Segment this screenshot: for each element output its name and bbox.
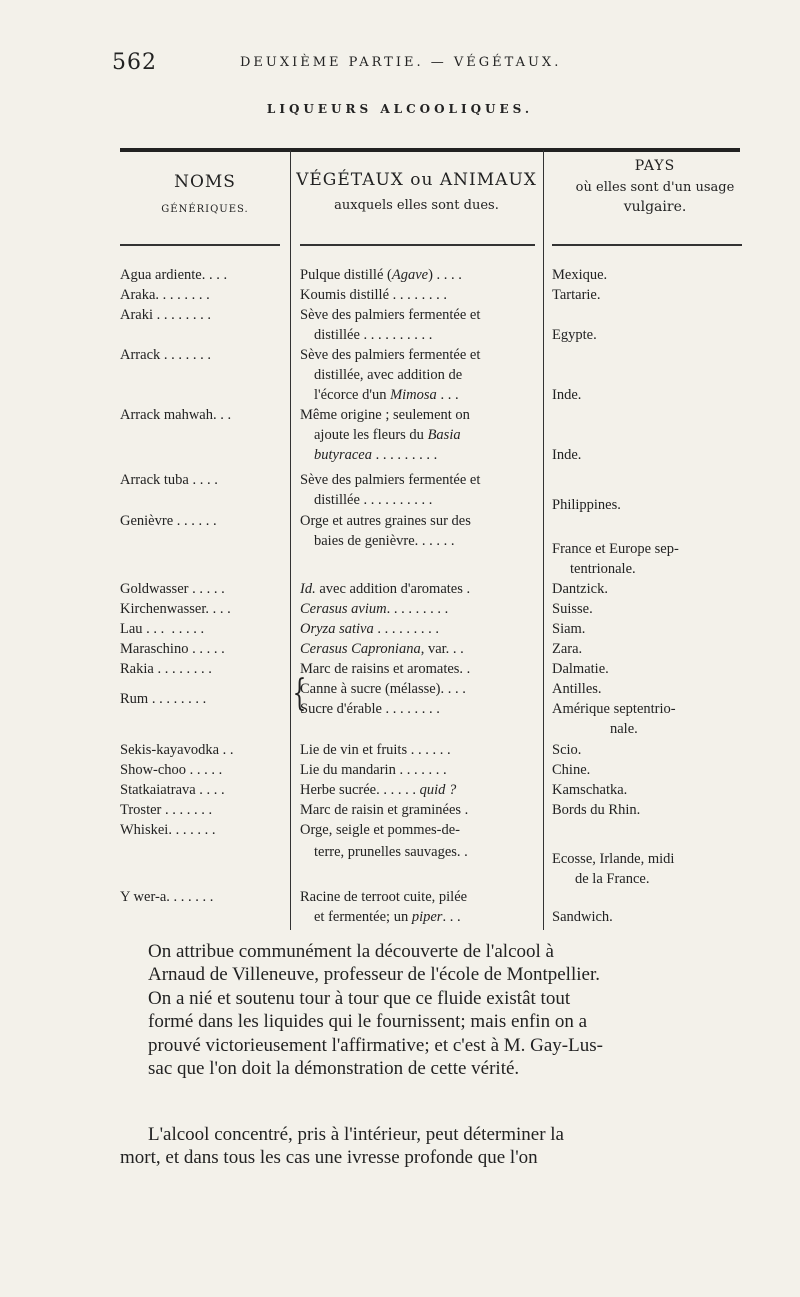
- row-country-cont: Amérique septentrio-: [552, 701, 676, 717]
- paragraph-line: formé dans les liquides qui le fournissent; mais enfin on a: [148, 1011, 588, 1033]
- table-top-rule: [120, 148, 740, 152]
- paragraph-line: L'alcool concentré, pris à l'intérieur, peut déterminer la: [148, 1124, 564, 1145]
- row-name: Genièvre . . . . . .: [120, 513, 217, 529]
- row-source-cont: ajoute les fleurs du Basia: [314, 427, 461, 443]
- row-country: Chine.: [552, 762, 591, 778]
- row-source: Sève des palmiers fermentée et: [300, 472, 481, 488]
- row-country: Siam.: [552, 621, 586, 637]
- row-source-cont: distillée . . . . . . . . . .: [314, 327, 433, 343]
- column-divider-1: [290, 150, 291, 930]
- row-name: Statkaiatrava . . . .: [120, 782, 225, 798]
- row-source: Même origine ; seulement on: [300, 407, 470, 423]
- col-header-pays: [545, 158, 765, 215]
- col-header-pays-line3: vulgaire.: [623, 199, 687, 215]
- row-country: Sandwich.: [552, 909, 613, 925]
- col-header-vegetaux-sub: auxquels elles sont dues.: [334, 198, 499, 213]
- row-source: Racine de terroot cuite, pilée: [300, 889, 468, 905]
- latin-term: Cerasus avium: [300, 601, 387, 617]
- col-header-vegetaux: [290, 170, 543, 213]
- paragraph-line: Arnaud de Villeneuve, professeur de l'école de Montpellier.: [148, 964, 600, 986]
- row-source: Canne à sucre (mélasse). . . .: [300, 681, 466, 697]
- latin-term: quid ?: [419, 782, 457, 798]
- row-source-cont: et fermentée; un piper. . .: [314, 909, 461, 925]
- latin-term: Agave: [391, 267, 429, 283]
- paragraph-line: sac que l'on doit la démonstration de cette vérité.: [148, 1058, 520, 1080]
- running-head: DEUXIÈME PARTIE. — VÉGÉTAUX.: [240, 55, 562, 70]
- page-number: 562: [112, 50, 157, 75]
- row-name: Arrack tuba . . . .: [120, 472, 218, 488]
- row-source: Marc de raisin et graminées .: [300, 802, 469, 818]
- page-title: LIQUEURS ALCOOLIQUES.: [266, 102, 534, 116]
- row-source-cont: baies de genièvre. . . . . .: [314, 533, 455, 549]
- row-country: Inde.: [552, 447, 582, 463]
- row-country: France et Europe sep-: [552, 541, 679, 557]
- paragraph-2: [120, 1123, 760, 1170]
- row-source-cont: terre, prunelles sauvages. .: [314, 844, 468, 860]
- col-header-noms-main: NOMS: [174, 172, 236, 192]
- row-name: Kirchenwasser. . . .: [120, 601, 231, 617]
- row-name: Sekis-kayavodka . .: [120, 742, 234, 758]
- row-name: Troster . . . . . . .: [120, 802, 213, 818]
- col-header-vegetaux-main: VÉGÉTAUX ou ANIMAUX: [296, 170, 537, 190]
- row-source: Orge et autres graines sur des: [300, 513, 471, 529]
- row-country: Ecosse, Irlande, midi: [552, 851, 675, 867]
- row-name: Araka. . . . . . . .: [120, 287, 210, 303]
- paragraph-line: mort, et dans tous les cas une ivresse profonde que l'on: [120, 1147, 538, 1169]
- row-source: Pulque distillé (Agave) . . . .: [300, 267, 462, 283]
- row-country: Mexique.: [552, 267, 608, 283]
- row-name: Lau . . . . . . . .: [120, 621, 205, 637]
- latin-term: piper: [411, 909, 443, 925]
- latin-term: Oryza sativa: [300, 621, 374, 637]
- row-source: Sève des palmiers fermentée et: [300, 307, 481, 323]
- row-country: Philippines.: [552, 497, 621, 513]
- row-source-cont: butyracea . . . . . . . . .: [314, 447, 438, 463]
- row-source: Cerasus avium. . . . . . . . .: [300, 601, 449, 617]
- col-header-noms: [120, 172, 290, 215]
- row-source-cont: distillée . . . . . . . . . .: [314, 492, 433, 508]
- row-name: Show-choo . . . . .: [120, 762, 223, 778]
- latin-term: Cerasus Caproniana: [300, 641, 421, 657]
- row-name: Rum . . . . . . . .: [120, 691, 207, 707]
- paragraph-line: On attribue communément la découverte de l'alcool à: [148, 941, 554, 962]
- row-source: Orge, seigle et pommes-de-: [300, 822, 460, 838]
- row-source-cont: distillée, avec addition de: [314, 367, 463, 383]
- row-name: Arrack mahwah. . .: [120, 407, 232, 423]
- col-header-pays-line2: où elles sont d'un usage: [575, 180, 735, 195]
- header-rule-3: [552, 244, 742, 246]
- row-source: Marc de raisins et aromates. .: [300, 661, 471, 677]
- col-header-pays-main: PAYS: [634, 158, 676, 174]
- paragraph-line: prouvé victorieusement l'affirmative; et c'est à M. Gay-Lus-: [148, 1034, 603, 1056]
- row-name: Arrack . . . . . . .: [120, 347, 212, 363]
- row-name: Y wer-a. . . . . . .: [120, 889, 214, 905]
- row-country-cont: de la France.: [575, 871, 650, 887]
- row-country: Suisse.: [552, 601, 593, 617]
- latin-term: butyracea: [314, 447, 372, 463]
- row-country: Dantzick.: [552, 581, 608, 597]
- row-country: Egypte.: [552, 327, 597, 343]
- row-source: Lie de vin et fruits . . . . . .: [300, 742, 451, 758]
- row-name: Araki . . . . . . . .: [120, 307, 212, 323]
- row-country: Inde.: [552, 387, 582, 403]
- row-source: Lie du mandarin . . . . . . .: [300, 762, 447, 778]
- row-name: Maraschino . . . . .: [120, 641, 225, 657]
- row-source-cont: l'écorce d'un Mimosa . . .: [314, 387, 459, 403]
- header-rule-2: [300, 244, 535, 246]
- row-country: Bords du Rhin.: [552, 802, 641, 818]
- row-country: Kamschatka.: [552, 782, 628, 798]
- row-country: Antilles.: [552, 681, 602, 697]
- row-country-cont: tentrionale.: [570, 561, 636, 577]
- row-source: Herbe sucrée. . . . . . quid ?: [300, 782, 457, 798]
- row-source: Sève des palmiers fermentée et: [300, 347, 481, 363]
- latin-term: Id.: [300, 581, 316, 597]
- row-country: Zara.: [552, 641, 583, 657]
- brace-icon: {: [292, 673, 307, 714]
- row-country: Tartarie.: [552, 287, 601, 303]
- row-source: Koumis distillé . . . . . . . .: [300, 287, 448, 303]
- row-country-cont: nale.: [610, 721, 638, 737]
- row-source-cont: Sucre d'érable . . . . . . . .: [300, 701, 440, 717]
- row-country: Scio.: [552, 742, 582, 758]
- row-name: Goldwasser . . . . .: [120, 581, 225, 597]
- row-name: Whiskei. . . . . . .: [120, 822, 216, 838]
- row-country: Dalmatie.: [552, 661, 609, 677]
- paragraph-1: [120, 940, 760, 1080]
- row-source: Id. avec addition d'aromates .: [300, 581, 471, 597]
- row-name: Agua ardiente. . . .: [120, 267, 228, 283]
- header-rule-1: [120, 244, 280, 246]
- paragraph-line: On a nié et soutenu tour à tour que ce fluide existât tout: [148, 987, 571, 1009]
- col-header-noms-sub: GÉNÉRIQUES.: [161, 204, 249, 215]
- latin-term: Basia: [427, 427, 461, 443]
- row-name: Rakia . . . . . . . .: [120, 661, 212, 677]
- latin-term: Mimosa: [390, 387, 437, 403]
- row-source: Cerasus Caproniana, var. . .: [300, 641, 464, 657]
- row-source: Oryza sativa . . . . . . . . .: [300, 621, 439, 637]
